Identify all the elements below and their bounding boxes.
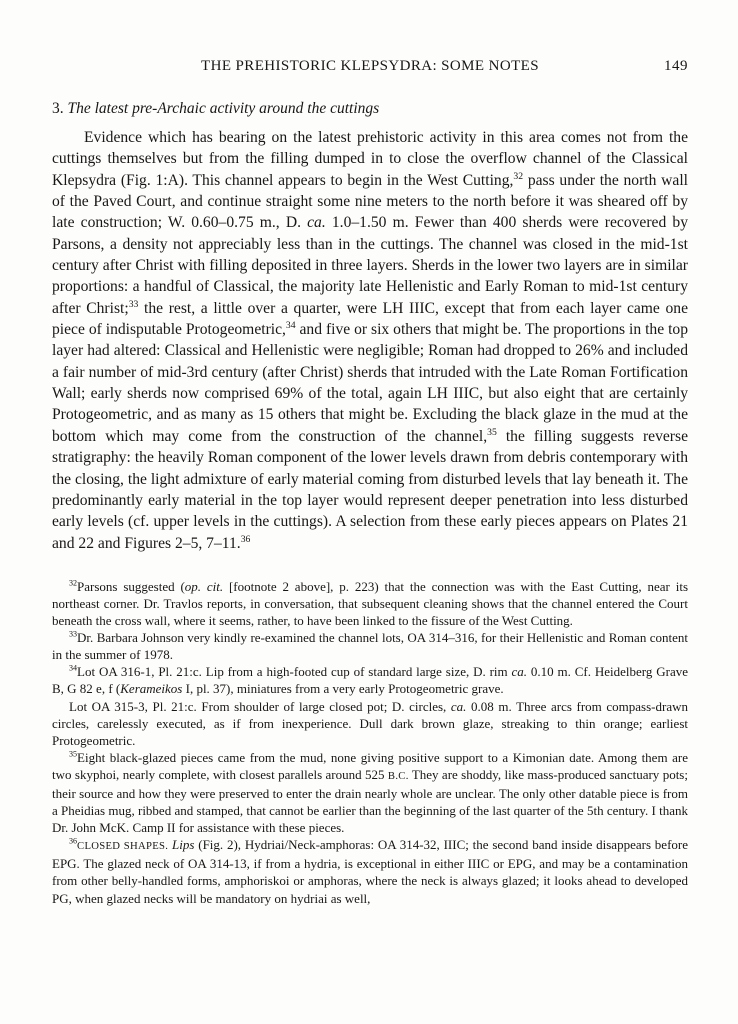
footnote-33-para-1: $^{33}$Dr. Barbara Johnson very kindly re-examined the channel lots, OA 314–316, for their Hellenistic and Roman content in the summer of 1978. (52, 629, 688, 663)
footnote-36-para-1: $^{36}$CLOSED SHAPES. Lips (Fig. 2), Hydriai/Neck-amphoras: OA 314-32, IIIC; the second band inside disappears before EPG. The glazed neck of OA 314-13, if from a hydria, is exceptional in either IIIC or EPG, and may be a contamination from other belly-handled forms, amphoriskoi or amphoras, where the neck is always glazed; it looks ahead to developed PG, when glazed necks will be mandatory on hydriai as well, (52, 836, 689, 906)
footnote-32-para-1: $^{32}$Parsons suggested (op. cit. [footnote 2 above], p. 223) that the connection was with the East Cutting, near its northeast corner. Dr. Travlos reports, in conversation, that subsequent cleaning shows that the channel entered the Court beneath the cross wall, where it seems, rather, to have been linked to the fissure of the West Cutting. (52, 578, 689, 629)
page-number: 149 (664, 58, 688, 74)
footnotes-section (52, 578, 688, 907)
footnote-35-para-1: $^{35}$Eight black-glazed pieces came from the mud, none giving positive support to a Kimonian date. Among them are two skyphoi, nearly complete, with closest parallels around 525 B.C. They are shoddy, like mass-produced sanctuary pots; their source and how they were preserved to enter the drain nearly whole are unclear. The only other datable piece is from a Pheidias mug, ribbed and stamped, that cannot be earlier than the beginning of the last quarter of the 5th century. I thank Dr. John McK. Camp II for assistance with these pieces. (52, 749, 688, 836)
running-head-title: THE PREHISTORIC KLEPSYDRA: SOME NOTES (201, 58, 539, 74)
body-paragraph: Evidence which has bearing on the latest prehistoric activity in this area comes not from the cuttings themselves but from the filling dumped in to close the overflow channel of the Classical Klepsydra (Fig. 1:A). This channel appears to begin in the West Cutting,$^{32}$ pass under the north wall of the Paved Court, and continue straight some nine meters to the north before it was sheared off by late construction; W. 0.60–0.75 m., D. ca. 1.0–1.50 m. Fewer than 400 sherds were recovered by Parsons, a density not appreciably less than in the cuttings. The channel was closed in the mid-1st century after Christ with filling deposited in three layers. Sherds in the lower two layers are in similar proportions: a handful of Classical, the majority late Hellenistic and Early Roman to mid-1st century after Christ;$^{33}$ the rest, a little over a quarter, were LH IIIC, except that from each layer came one piece of indisputable Protogeometric,$^{34}$ and five or six others that might be. The proportions in the top layer had altered: Classical and Hellenistic were negligible; Roman had dropped to 26% and included a fair number of mid-3rd century (after Christ) sherds that intruded with the Late Roman Fortification Wall; early sherds now comprised 69% of the total, again LH IIIC, but also eight that are certainly Protogeometric, and as many as 15 others that might be. Excluding the black glaze in the mud at the bottom which may come from the construction of the channel,$^{35}$ the filling suggests reverse stratigraphy: the heavily Roman component of the lower levels drawn from debris contemporary with the closing, the light admixture of early material coming from disturbed levels that lay beneath it. The predominantly early material in the top layer would represent deeper penetration into less disturbed early levels (cf. upper levels in the cuttings). A selection from these early pieces appears on Plates 21 and 22 and Figures 2–5, 7–11.36 (52, 129, 689, 552)
running-head (52, 57, 688, 75)
footnote-34-para-1: $^{34}$Lot OA 316-1, Pl. 21:c. Lip from a high-footed cup of standard large size, D. rim ca. 0.10 m. Cf. Heidelberg Grave B, G 82 e, f (Kerameikos I, pl. 37), miniatures from a very early Protogeometric grave. (52, 664, 689, 697)
section-number: 3. (52, 100, 64, 117)
footnote-34-para-2: Lot OA 315-3, Pl. 21:c. From shoulder of large closed pot; D. circles, ca. 0.08 m. Three arcs from compass-drawn circles, carelessly executed, as if from inexperience. Dull dark brown glaze, streaking to thin orange; earliest Protogeometric. (52, 698, 688, 748)
section-title: The latest pre-Archaic activity around the cuttings (67, 100, 380, 117)
section-heading (52, 99, 688, 119)
